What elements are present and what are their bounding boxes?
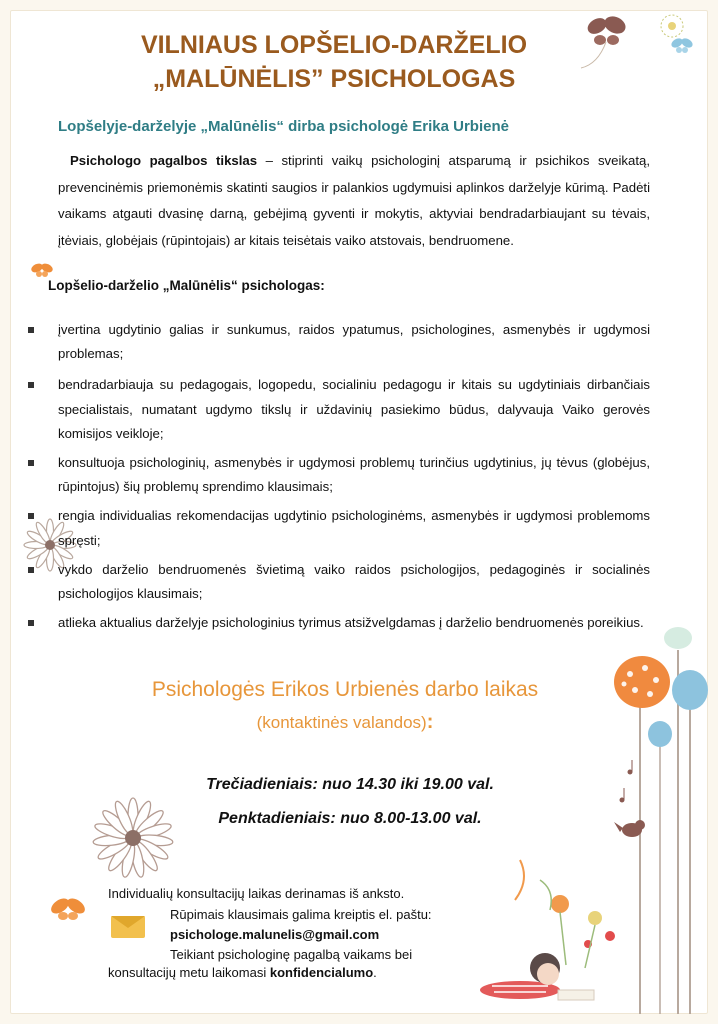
girl-reading-illustration — [480, 860, 615, 1000]
footer-line-2: Rūpimais klausimais galima kreiptis el. paštu: — [170, 907, 432, 922]
duties-heading: Lopšelio-darželio „Malūnėlis“ psichologas: — [48, 278, 325, 293]
list-item: įvertina ugdytinio galias ir sunkumus, raidos ypatumus, psichologines, asmenybės ir ugdymosi problemas; — [28, 318, 650, 366]
footer-line-3: Teikiant psichologinę pagalbą vaikams bei — [170, 947, 413, 962]
envelope-icon — [111, 916, 145, 938]
work-hours-subtitle-text: (kontaktinės valandos) — [256, 713, 427, 732]
duties-list — [28, 318, 650, 635]
intro-paragraph — [58, 148, 650, 254]
hours-friday: Penktadieniais: nuo 8.00-13.00 val. — [218, 810, 482, 827]
hours-wednesday: Trečiadieniais: nuo 14.30 iki 19.00 val. — [206, 776, 494, 793]
footer-line-4-end: . — [373, 965, 377, 980]
list-item: vykdo darželio bendruomenės švietimą vaiko raidos psichologijos, pedagoginės ir socialinės psichologijos klausimais; — [28, 558, 650, 606]
footer-line-4 — [108, 963, 377, 982]
contact-email[interactable]: psichologe.malunelis@gmail.com — [170, 927, 380, 942]
butterfly-icon — [48, 895, 87, 920]
list-item: bendradarbiauja su pedagogais, logopedu, socialiniu pedagogu ir kitais su ugdytiniais dirbančiais specialistais, numatant ugdymo tikslų ir uždavinių pasiekimo būdus, dalyvauja Vaiko gerovės komisijos veikloje; — [28, 373, 650, 446]
butterfly-icon — [670, 37, 694, 53]
page-title-line-1: VILNIAUS LOPŠELIO-DARŽELIO — [140, 31, 528, 59]
footer-line-1: Individualių konsultacijų laikas derinamas iš anksto. — [108, 886, 405, 901]
confidentiality-word: konfidencialumo — [269, 965, 374, 980]
work-hours-subtitle — [0, 711, 690, 734]
butterfly-icon — [30, 262, 54, 277]
work-hours-title: Psichologės Erikos Urbienės darbo laikas — [151, 678, 539, 701]
intro-bold-lead: Psichologo pagalbos tikslas — [70, 153, 258, 168]
page-subtitle: Lopšelyje-darželyje „Malūnėlis“ dirba psichologė Erika Urbienė — [58, 118, 509, 135]
work-hours-subtitle-colon: : — [426, 711, 434, 733]
list-item: rengia individualias rekomendacijas ugdytinio psichologinėms, asmenybės ir ugdymosi problemoms spręsti; — [28, 504, 650, 552]
list-item: konsultuoja psichologinių, asmenybės ir ugdymosi problemų turinčius ugdytinius, jų tėvus (globėjus, rūpintojus) šių problemų sprendimo klausimais; — [28, 451, 650, 499]
intro-text: – stiprinti vaikų psichologinį atsparumą ir psichikos sveikatą, prevencinėmis priemonėmis skatinti saugios ir palankios ugdymuisi aplinkos darželyje kūrimą. Padėti vaikams atgauti dvasinę darną, gebėjimą gyventi ir mokytis, aktyviai bendradarbiaujant su tėvais, įtėviais, globėjais (rūpintojais) ar kitais teisėtais vaiko atstovais, bendruomene. — [58, 153, 650, 248]
list-item: atlieka aktualius darželyje psichologinius tyrimus atsižvelgdamas į darželio bendruomenės poreikius. — [28, 611, 650, 635]
page-title-line-2: „MALŪNĖLIS” PSICHOLOGAS — [152, 65, 516, 93]
footer-line-4-text: konsultacijų metu laikomasi — [108, 965, 270, 980]
